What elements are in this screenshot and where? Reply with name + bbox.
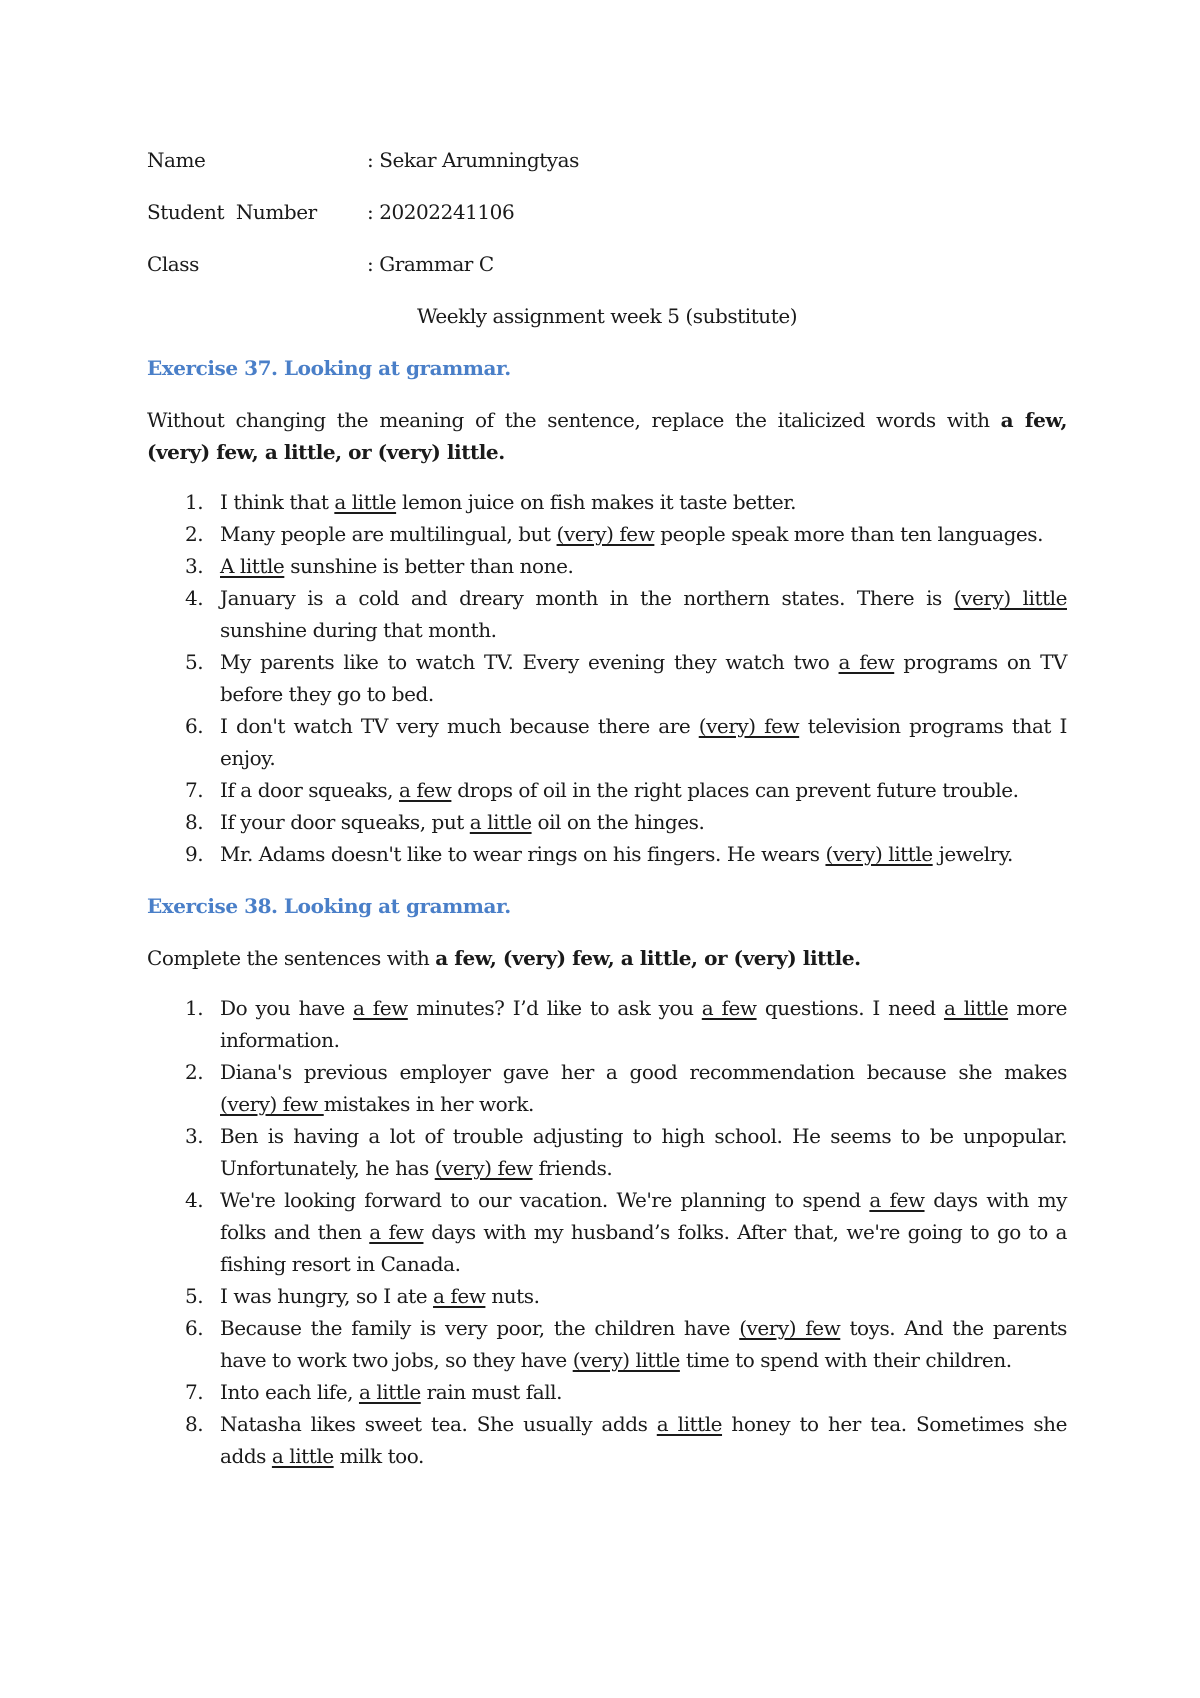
- sentence-text: I think that: [220, 490, 335, 514]
- exercise-item: [147, 486, 1067, 518]
- sentence-text: questions. I need: [756, 996, 944, 1020]
- answer-text: a little: [334, 490, 397, 514]
- name-label: Name: [147, 148, 206, 172]
- info-row-name: [147, 144, 1067, 176]
- answer-text: a few: [869, 1188, 925, 1212]
- sentence-text: programs on TV before they go to bed.: [220, 650, 1068, 706]
- answer-text: a little: [943, 996, 1009, 1020]
- answer-text: (very) few: [220, 1092, 324, 1116]
- sentence-text: My parents like to watch TV. Every evening they watch two: [220, 650, 839, 674]
- answer-text: a few: [353, 996, 408, 1020]
- sentence-text: drops of oil in the right places can prevent future trouble.: [451, 778, 1019, 802]
- answer-text: a few: [433, 1284, 486, 1308]
- item-number: 4.: [185, 1188, 204, 1212]
- student-number-value: : 20202241106: [367, 200, 515, 224]
- instruction-text: Without changing the meaning of the sentence, replace the italicized words with: [147, 408, 1001, 432]
- exercise-item: [147, 774, 1067, 806]
- sentence-text: Diana's previous employer gave her a good recommendation because she makes: [220, 1060, 1067, 1084]
- sentence-text: honey to her tea. Sometimes she adds: [220, 1412, 1067, 1468]
- item-number: 2.: [185, 1060, 204, 1084]
- exercise-item: [147, 1056, 1067, 1120]
- sentence-text: nuts.: [485, 1284, 540, 1308]
- sentence-text: Ben is having a lot of trouble adjusting to high school. He seems to be unpopular. Unfortunately, he has: [220, 1124, 1067, 1180]
- exercise-37: [147, 352, 1067, 870]
- sentence-text: days with my husband’s folks. After that, we're going to go to a fishing resort in Canada.: [220, 1220, 1067, 1276]
- answer-text: a few: [701, 996, 757, 1020]
- sentence-text: sunshine during that month.: [220, 618, 497, 642]
- exercise-item: [147, 518, 1067, 550]
- answer-text: (very) few: [698, 714, 800, 738]
- sentence-text: Natasha likes sweet tea. She usually adds: [220, 1412, 657, 1436]
- item-number: 8.: [185, 1412, 204, 1436]
- exercise-item: [147, 1280, 1067, 1312]
- sentence-text: Because the family is very poor, the children have: [220, 1316, 740, 1340]
- answer-text: a few: [369, 1220, 424, 1244]
- exercise-item: [147, 710, 1067, 774]
- exercise-item: [147, 1408, 1067, 1472]
- answer-text: a few: [838, 650, 895, 674]
- item-number: 8.: [185, 810, 204, 834]
- answer-text: (very) little: [953, 586, 1067, 610]
- exercise-item: [147, 550, 1067, 582]
- item-number: 3.: [185, 554, 204, 578]
- sentence-text: Do you have: [220, 996, 354, 1020]
- sentence-text: sunshine is better than none.: [284, 554, 574, 578]
- exercise-item: [147, 1184, 1067, 1280]
- class-label: Class: [147, 252, 199, 276]
- answer-text: A little: [220, 554, 285, 578]
- sentence-text: We're looking forward to our vacation. We're planning to spend: [220, 1188, 870, 1212]
- item-number: 3.: [185, 1124, 204, 1148]
- answer-text: (very) little: [572, 1348, 680, 1372]
- sentence-text: minutes? I’d like to ask you: [407, 996, 702, 1020]
- sentence-text: mistakes in her work.: [323, 1092, 534, 1116]
- sentence-text: jewelry.: [932, 842, 1013, 866]
- info-row-class: [147, 248, 1067, 280]
- item-number: 9.: [185, 842, 204, 866]
- sentence-text: days with my folks and then: [220, 1188, 1067, 1244]
- sentence-text: toys. And the parents have to work two jobs, so they have: [220, 1316, 1067, 1372]
- answer-text: a little: [358, 1380, 421, 1404]
- info-row-student-number: [147, 196, 1067, 228]
- document-body: [147, 144, 1067, 1492]
- exercise-item-list: [147, 486, 1067, 870]
- exercise-item: [147, 1120, 1067, 1184]
- exercise-item-list: [147, 992, 1067, 1472]
- exercise-item: [147, 1376, 1067, 1408]
- class-value: : Grammar C: [367, 252, 494, 276]
- answer-text: (very) few: [556, 522, 655, 546]
- sentence-text: friends.: [532, 1156, 613, 1180]
- name-value: : Sekar Arumningtyas: [367, 148, 579, 172]
- sentence-text: If a door squeaks,: [220, 778, 399, 802]
- instruction-bold-text: a few, (very) few, a little, or (very) little.: [435, 946, 861, 970]
- sentence-text: Into each life,: [220, 1380, 359, 1404]
- item-number: 1.: [185, 490, 204, 514]
- item-number: 6.: [185, 1316, 204, 1340]
- sentence-text: January is a cold and dreary month in the northern states. There is: [220, 586, 954, 610]
- exercise-instruction: [147, 404, 1067, 468]
- exercise-item: [147, 838, 1067, 870]
- sentence-text: oil on the hinges.: [531, 810, 705, 834]
- exercise-heading: Exercise 37. Looking at grammar.: [147, 356, 511, 380]
- sentence-text: television programs that I enjoy.: [220, 714, 1067, 770]
- answer-text: a little: [469, 810, 532, 834]
- sentence-text: I don't watch TV very much because there are: [220, 714, 699, 738]
- exercise-item: [147, 646, 1067, 710]
- instruction-text: Complete the sentences with: [147, 946, 436, 970]
- exercise-instruction: [147, 942, 1067, 974]
- exercise-item: [147, 806, 1067, 838]
- exercise-item: [147, 582, 1067, 646]
- instruction-bold-text: a few, (very) few, a little, or (very) little.: [147, 408, 1067, 464]
- sentence-text: If your door squeaks, put: [220, 810, 470, 834]
- answer-text: a little: [271, 1444, 334, 1468]
- sentence-text: milk too.: [333, 1444, 424, 1468]
- item-number: 7.: [185, 1380, 204, 1404]
- exercise-item: [147, 992, 1067, 1056]
- item-number: 7.: [185, 778, 204, 802]
- sentence-text: people speak more than ten languages.: [654, 522, 1044, 546]
- sentence-text: Mr. Adams doesn't like to wear rings on his fingers. He wears: [220, 842, 826, 866]
- sentence-text: Many people are multilingual, but: [220, 522, 557, 546]
- answer-text: (very) little: [825, 842, 933, 866]
- item-number: 1.: [185, 996, 204, 1020]
- sentence-text: more information.: [220, 996, 1067, 1052]
- exercise-item: [147, 1312, 1067, 1376]
- exercise-38: [147, 890, 1067, 1472]
- answer-text: a few: [399, 778, 452, 802]
- answer-text: a little: [656, 1412, 723, 1436]
- item-number: 5.: [185, 1284, 204, 1308]
- assignment-title: Weekly assignment week 5 (substitute): [416, 304, 798, 328]
- item-number: 6.: [185, 714, 204, 738]
- sentence-text: time to spend with their children.: [679, 1348, 1012, 1372]
- student-number-label: Student Number: [147, 200, 317, 224]
- answer-text: (very) few: [739, 1316, 841, 1340]
- exercise-heading: Exercise 38. Looking at grammar.: [147, 894, 511, 918]
- sentence-text: I was hungry, so I ate: [220, 1284, 434, 1308]
- sentence-text: lemon juice on fish makes it taste better.: [396, 490, 797, 514]
- item-number: 5.: [185, 650, 204, 674]
- answer-text: (very) few: [434, 1156, 533, 1180]
- sentence-text: rain must fall.: [420, 1380, 563, 1404]
- item-number: 2.: [185, 522, 204, 546]
- item-number: 4.: [185, 586, 204, 610]
